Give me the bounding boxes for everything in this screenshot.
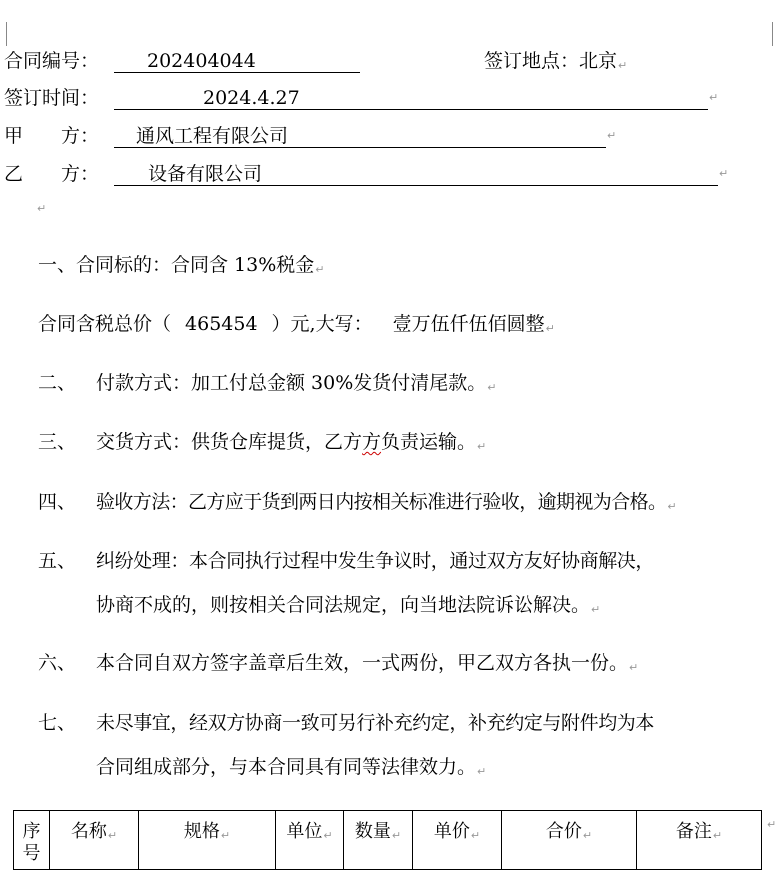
party-b-value: 设备有限公司 <box>148 163 263 185</box>
header-name: 名称 <box>70 821 107 842</box>
table-header-cell <box>344 811 413 870</box>
signing-date-label: 签订时间： <box>4 87 100 109</box>
clause-5-number: 五、 <box>38 550 77 572</box>
paragraph-mark: ↵ <box>470 829 481 842</box>
table-header-cell <box>276 811 344 870</box>
paragraph-mark: ↵ <box>582 829 593 842</box>
header-quantity: 数量 <box>354 821 391 842</box>
row-end-mark: ↵ <box>767 818 777 831</box>
paragraph-mark: ↵ <box>391 829 402 842</box>
paragraph-mark: ↵ <box>545 322 555 335</box>
signing-date-line <box>4 85 774 111</box>
clause-5-line-1: 纠纷处理：本合同执行过程中发生争议时，通过双方友好协商解决， <box>96 550 655 572</box>
signing-place-label: 签订地点： <box>484 50 580 72</box>
clause-5-continuation <box>96 592 600 618</box>
header-remarks: 备注 <box>675 821 712 842</box>
paragraph-mark: ↵ <box>487 381 497 394</box>
paragraph-mark: ↵ <box>323 829 333 842</box>
header-unit-price: 单价 <box>433 821 470 842</box>
clause-4-number: 四、 <box>38 491 77 513</box>
party-b-underline <box>114 161 718 186</box>
header-total-price: 合价 <box>545 821 582 842</box>
party-a-value: 通风工程有限公司 <box>136 125 289 147</box>
page-corner-mark-left <box>6 22 7 46</box>
paragraph-mark: ↵ <box>477 765 487 778</box>
paragraph-mark: ↵ <box>629 661 639 674</box>
clause-3-text-spellcheck: 方 <box>362 431 382 453</box>
party-a-underline <box>114 123 606 148</box>
party-a-line <box>4 123 774 149</box>
clause-1-text: 一、合同标的：合同含 13%税金 <box>38 254 315 276</box>
paragraph-mark: ↵ <box>618 59 628 72</box>
header-spec: 规格 <box>183 821 220 842</box>
clause-7-line-1: 未尽事宜，经双方协商一致可另行补充约定，补充约定与附件均为本 <box>96 712 655 734</box>
price-prefix: 合同含税总价（ <box>38 313 172 335</box>
signing-place-value: 北京 <box>579 50 618 72</box>
price-mid: ）元,大写： <box>271 313 373 335</box>
clause-7 <box>38 710 654 736</box>
paragraph-mark: ↵ <box>315 263 325 276</box>
clause-7-continuation <box>96 754 486 780</box>
goods-table <box>13 810 762 870</box>
clause-6-number: 六、 <box>38 652 77 674</box>
paragraph-mark: ↵ <box>220 829 231 842</box>
signing-date-underline <box>114 85 708 110</box>
contract-number-line <box>4 48 774 74</box>
paragraph-mark: ↵ <box>719 167 729 180</box>
clause-2-text: 付款方式：加工付总金额 30%发货付清尾款。 <box>96 372 487 394</box>
party-b-label: 乙 方： <box>4 163 100 185</box>
contract-number-underline <box>114 48 360 73</box>
paragraph-mark: ↵ <box>477 440 487 453</box>
price-value: 465454 <box>185 313 258 335</box>
clause-1 <box>38 252 325 278</box>
paragraph-mark: ↵ <box>607 129 617 142</box>
header-unit: 单位 <box>286 821 323 842</box>
clause-3-text-a: 交货方式：供货仓库提货，乙方 <box>96 431 363 453</box>
paragraph-mark: ↵ <box>712 829 723 842</box>
clause-6 <box>38 650 638 676</box>
contract-number-value: 202404044 <box>147 50 256 72</box>
party-b-line <box>4 161 774 187</box>
table-header-cell <box>637 811 762 870</box>
header-index: 序号 <box>22 821 41 864</box>
table-header-cell <box>14 811 50 870</box>
table-header-cell <box>50 811 139 870</box>
table-header-row <box>14 811 762 870</box>
signing-place <box>484 48 627 79</box>
clause-3-text-c: 负责运输。 <box>381 431 477 453</box>
table-header-cell <box>413 811 502 870</box>
paragraph-mark: ↵ <box>37 202 47 215</box>
clause-5-line-2: 协商不成的，则按相关合同法规定，向当地法院诉讼解决。 <box>96 594 591 616</box>
paragraph-mark: ↵ <box>107 829 118 842</box>
table-header-cell <box>502 811 637 870</box>
price-words: 壹万伍仟伍佰圆整 <box>392 313 545 335</box>
paragraph-mark: ↵ <box>667 500 677 513</box>
clause-3 <box>38 429 486 455</box>
paragraph-mark: ↵ <box>591 603 601 616</box>
clause-3-number: 三、 <box>38 431 77 453</box>
clause-4 <box>38 489 677 515</box>
clause-2-number: 二、 <box>38 372 77 394</box>
clause-2 <box>38 370 497 396</box>
clause-5 <box>38 548 654 574</box>
signing-date-value: 2024.4.27 <box>203 87 300 109</box>
paragraph-mark: ↵ <box>709 91 719 104</box>
clause-7-line-2: 合同组成部分，与本合同具有同等法律效力。 <box>96 756 477 778</box>
clause-7-number: 七、 <box>38 712 77 734</box>
table-header-cell <box>139 811 276 870</box>
clause-4-text: 验收方法：乙方应于货到两日内按相关标准进行验收，逾期视为合格。 <box>96 491 667 513</box>
clause-6-text: 本合同自双方签字盖章后生效，一式两份，甲乙双方各执一份。 <box>96 652 629 674</box>
party-a-label: 甲 方： <box>4 125 100 147</box>
contract-number-label: 合同编号： <box>4 50 100 72</box>
price-line <box>38 311 555 337</box>
page-corner-mark-right <box>772 22 773 46</box>
